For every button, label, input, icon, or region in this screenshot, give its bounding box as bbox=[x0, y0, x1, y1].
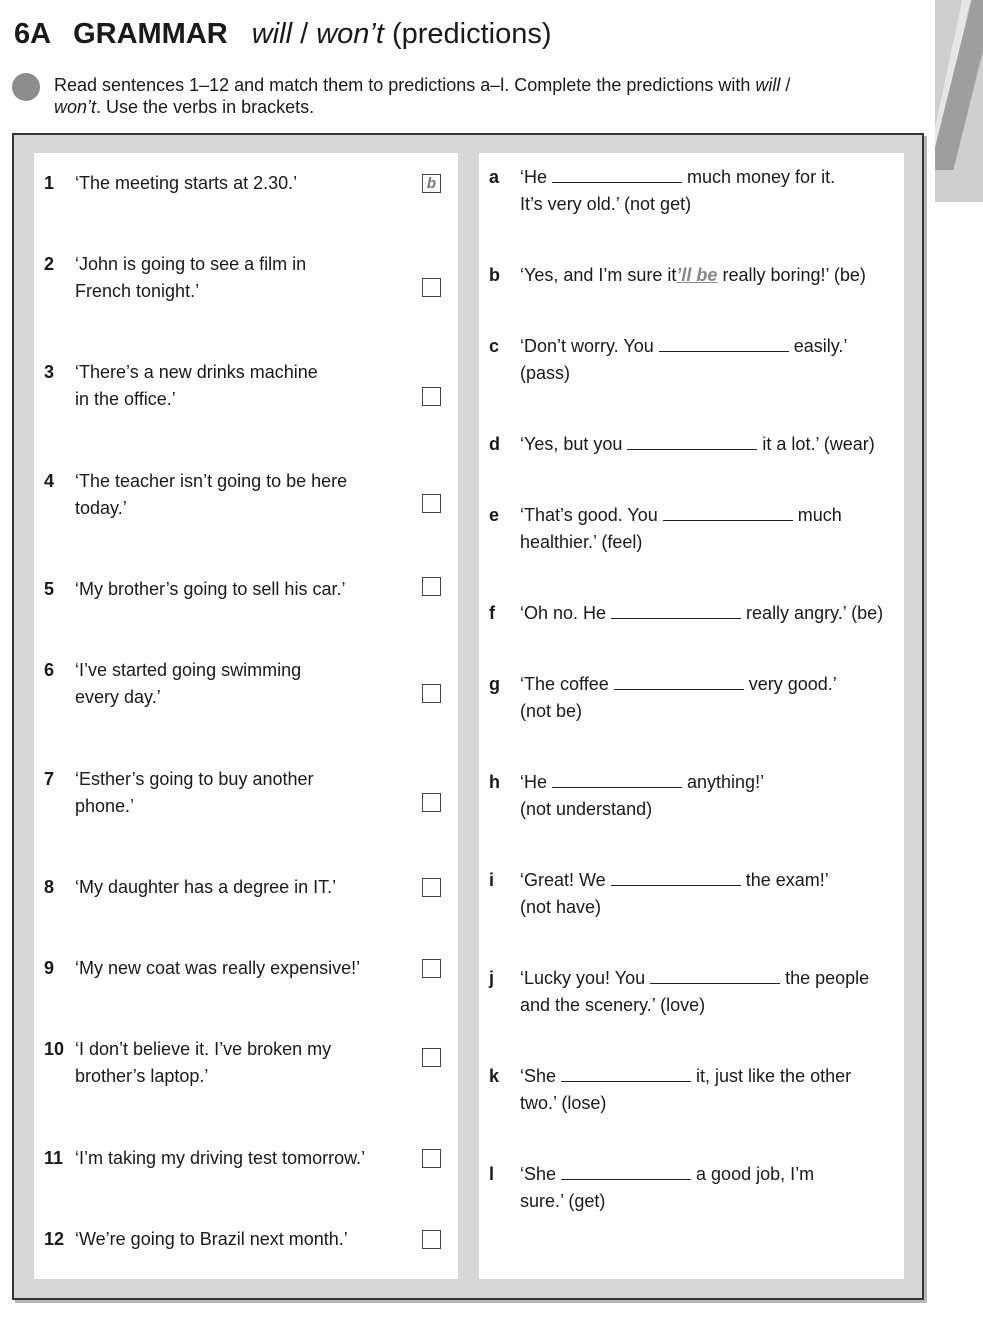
sentence-number: 10 bbox=[44, 1039, 65, 1059]
prediction-text bbox=[520, 769, 905, 823]
sentence-number: 4 bbox=[44, 471, 55, 491]
prediction-line-1 bbox=[520, 769, 905, 796]
prediction-line-1 bbox=[520, 1063, 905, 1090]
prediction-line-1 bbox=[520, 1161, 905, 1188]
prediction-line-1 bbox=[520, 600, 905, 627]
prediction-text bbox=[520, 502, 905, 556]
prediction-line-2: (not be) bbox=[520, 701, 583, 721]
unit-code: 6A bbox=[14, 18, 52, 50]
sentence-number: 11 bbox=[44, 1148, 64, 1168]
sentence-number: 3 bbox=[44, 362, 55, 382]
prediction-line-2: It’s very old.’ (not get) bbox=[520, 194, 692, 214]
prediction-after: anything!’ bbox=[687, 772, 765, 792]
prediction-after: a good job, I’m bbox=[696, 1164, 815, 1184]
sentence-line-1: ‘We’re going to Brazil next month.’ bbox=[75, 1229, 348, 1249]
answer-box[interactable] bbox=[422, 878, 441, 897]
prediction-after: it, just like the other bbox=[696, 1066, 852, 1086]
prediction-after: really angry.’ (be) bbox=[746, 603, 884, 623]
sentence-line-1: ‘John is going to see a film in bbox=[75, 254, 307, 274]
sentence-number: 7 bbox=[44, 769, 55, 789]
prediction-letter: j bbox=[489, 968, 495, 988]
prediction-letter: b bbox=[489, 265, 500, 285]
answer-box[interactable] bbox=[422, 1048, 441, 1067]
prediction-letter: f bbox=[489, 603, 495, 623]
sentences-column bbox=[34, 153, 458, 1279]
prediction-letter: d bbox=[489, 434, 500, 454]
blank-line[interactable] bbox=[552, 773, 682, 788]
prediction-before: ‘Yes, and I’m sure it bbox=[520, 265, 677, 285]
prediction-before: ‘That’s good. You bbox=[520, 505, 658, 525]
corner-decoration bbox=[935, 0, 983, 202]
prediction-line-2: healthier.’ (feel) bbox=[520, 532, 643, 552]
sentence-number: 2 bbox=[44, 254, 55, 274]
prediction-before: ‘Don’t worry. You bbox=[520, 336, 654, 356]
prediction-line-2: and the scenery.’ (love) bbox=[520, 995, 706, 1015]
instruction-bullet-icon bbox=[12, 73, 40, 101]
prediction-before: ‘He bbox=[520, 772, 548, 792]
sentence-text bbox=[75, 766, 405, 820]
prediction-letter: i bbox=[489, 870, 495, 890]
prediction-after: much money for it. bbox=[687, 167, 836, 187]
prediction-after: easily.’ bbox=[793, 336, 848, 356]
predictions-column bbox=[479, 153, 904, 1279]
sentence-line-1: ‘My brother’s going to sell his car.’ bbox=[75, 579, 346, 599]
prediction-text bbox=[520, 965, 905, 1019]
prediction-letter: e bbox=[489, 505, 500, 525]
prediction-text bbox=[520, 600, 905, 627]
prediction-text bbox=[520, 431, 905, 458]
sentence-line-1: ‘There’s a new drinks machine bbox=[75, 362, 318, 382]
blank-line[interactable] bbox=[614, 675, 744, 690]
blank-line[interactable] bbox=[561, 1067, 691, 1082]
sentence-number: 8 bbox=[44, 877, 55, 897]
prediction-before: ‘She bbox=[520, 1066, 557, 1086]
sentence-line-2: today.’ bbox=[75, 498, 127, 518]
blank-line[interactable] bbox=[659, 337, 789, 352]
prediction-line-1 bbox=[520, 333, 905, 360]
sentence-number: 1 bbox=[44, 173, 55, 193]
filled-answer: ’ll be bbox=[676, 265, 718, 285]
prediction-letter: a bbox=[489, 167, 500, 187]
sentence-line-2: brother’s laptop.’ bbox=[75, 1066, 209, 1086]
prediction-letter: k bbox=[489, 1066, 500, 1086]
prediction-after: it a lot.’ (wear) bbox=[762, 434, 875, 454]
sentence-text bbox=[75, 1036, 405, 1090]
sentence-number: 12 bbox=[44, 1229, 65, 1249]
sentence-text bbox=[75, 468, 405, 522]
sentence-line-1: ‘I’m taking my driving test tomorrow.’ bbox=[75, 1148, 366, 1168]
prediction-text bbox=[520, 164, 905, 218]
prediction-after: much bbox=[797, 505, 842, 525]
prediction-text bbox=[520, 262, 905, 289]
sentence-line-1: ‘The meeting starts at 2.30.’ bbox=[75, 173, 298, 193]
blank-line[interactable] bbox=[561, 1165, 691, 1180]
sentence-number: 6 bbox=[44, 660, 55, 680]
prediction-line-1 bbox=[520, 965, 905, 992]
answer-box[interactable] bbox=[422, 684, 441, 703]
sentence-line-1: ‘My daughter has a degree in IT.’ bbox=[75, 877, 337, 897]
prediction-line-1 bbox=[520, 867, 905, 894]
sentence-line-2: phone.’ bbox=[75, 796, 135, 816]
prediction-line-1 bbox=[520, 431, 905, 458]
prediction-letter: g bbox=[489, 674, 500, 694]
sentence-text bbox=[75, 657, 405, 711]
prediction-before: ‘The coffee bbox=[520, 674, 609, 694]
answer-box[interactable] bbox=[422, 1230, 441, 1249]
sentence-line-2: in the office.’ bbox=[75, 389, 176, 409]
answer-box[interactable] bbox=[422, 494, 441, 513]
prediction-line-2: sure.’ (get) bbox=[520, 1191, 606, 1211]
prediction-after: very good.’ bbox=[748, 674, 837, 694]
prediction-line-2: two.’ (lose) bbox=[520, 1093, 607, 1113]
prediction-text bbox=[520, 1161, 905, 1215]
answer-box[interactable] bbox=[422, 577, 441, 596]
prediction-before: ‘She bbox=[520, 1164, 557, 1184]
sentence-text bbox=[75, 359, 405, 413]
prediction-line-2: (pass) bbox=[520, 363, 571, 383]
blank-line[interactable] bbox=[611, 871, 741, 886]
answer-box[interactable] bbox=[422, 278, 441, 297]
sentence-text bbox=[75, 874, 405, 901]
sentence-number: 9 bbox=[44, 958, 55, 978]
sentence-line-1: ‘The teacher isn’t going to be here bbox=[75, 471, 348, 491]
sentence-line-1: ‘My new coat was really expensive!’ bbox=[75, 958, 361, 978]
sentence-text bbox=[75, 1226, 405, 1253]
prediction-after: really boring!’ (be) bbox=[722, 265, 866, 285]
sentence-text bbox=[75, 170, 405, 197]
blank-line[interactable] bbox=[552, 168, 682, 183]
prediction-before: ‘Lucky you! You bbox=[520, 968, 646, 988]
prediction-letter: l bbox=[489, 1164, 495, 1184]
instructions: Read sentences 1–12 and match them to predictions a–l. Complete the predictions with will / won’t. Use the verbs in brackets. bbox=[54, 75, 791, 117]
answer-box[interactable]: b bbox=[422, 174, 441, 193]
section-name: GRAMMAR bbox=[73, 18, 228, 50]
page-title bbox=[14, 14, 552, 54]
answer-box[interactable] bbox=[422, 793, 441, 812]
blank-line[interactable] bbox=[650, 969, 780, 984]
sentence-line-2: French tonight.’ bbox=[75, 281, 200, 301]
blank-line[interactable] bbox=[663, 506, 793, 521]
prediction-before: ‘Oh no. He bbox=[520, 603, 607, 623]
blank-line[interactable] bbox=[611, 604, 741, 619]
answer-box[interactable] bbox=[422, 1149, 441, 1168]
prediction-line-1 bbox=[520, 164, 905, 191]
prediction-line-1 bbox=[520, 502, 905, 529]
sentence-line-2: every day.’ bbox=[75, 687, 161, 707]
prediction-letter: c bbox=[489, 336, 500, 356]
prediction-before: ‘Great! We bbox=[520, 870, 606, 890]
sentence-text bbox=[75, 955, 405, 982]
prediction-before: ‘He bbox=[520, 167, 548, 187]
blank-line[interactable] bbox=[627, 435, 757, 450]
answer-box[interactable] bbox=[422, 959, 441, 978]
exercise-frame bbox=[12, 133, 924, 1300]
prediction-line-2: (not understand) bbox=[520, 799, 653, 819]
sentence-text bbox=[75, 251, 405, 305]
prediction-line-1 bbox=[520, 262, 905, 289]
sentence-number: 5 bbox=[44, 579, 55, 599]
prediction-text bbox=[520, 1063, 905, 1117]
sentence-text bbox=[75, 576, 405, 603]
answer-box[interactable] bbox=[422, 387, 441, 406]
prediction-letter: h bbox=[489, 772, 500, 792]
prediction-text bbox=[520, 671, 905, 725]
sentence-text bbox=[75, 1145, 405, 1172]
prediction-text bbox=[520, 333, 905, 387]
prediction-text bbox=[520, 867, 905, 921]
prediction-line-2: (not have) bbox=[520, 897, 602, 917]
prediction-after: the exam!’ bbox=[745, 870, 829, 890]
topic: will / won’t (predictions) bbox=[251, 18, 552, 50]
prediction-after: the people bbox=[785, 968, 870, 988]
sentence-line-1: ‘I don’t believe it. I’ve broken my bbox=[75, 1039, 332, 1059]
prediction-line-1 bbox=[520, 671, 905, 698]
sentence-line-1: ‘Esther’s going to buy another bbox=[75, 769, 314, 789]
prediction-before: ‘Yes, but you bbox=[520, 434, 623, 454]
sentence-line-1: ‘I’ve started going swimming bbox=[75, 660, 302, 680]
